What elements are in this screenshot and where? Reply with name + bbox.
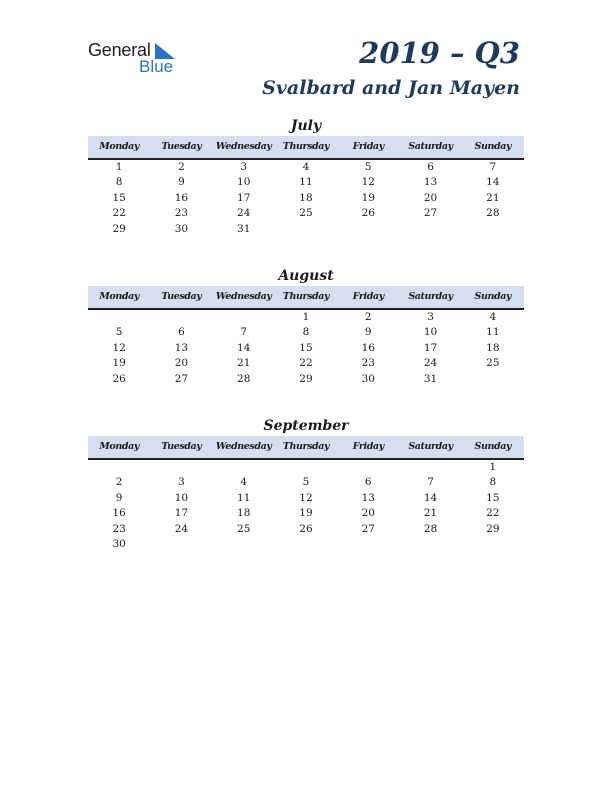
weekday-label: Thursday: [282, 441, 330, 452]
day-cell: 9: [115, 491, 123, 504]
day-cell: 28: [423, 522, 438, 535]
weekday-label: Tuesday: [161, 291, 202, 302]
week-row: [88, 310, 524, 325]
weekday-label: Wednesday: [215, 141, 272, 152]
day-cell: 9: [364, 326, 372, 339]
day-cell: 5: [364, 161, 372, 173]
weekday-label: Wednesday: [215, 291, 272, 302]
weekday-label: Friday: [352, 291, 384, 302]
day-cell: 9: [178, 176, 185, 189]
weekday-label: Saturday: [408, 291, 453, 302]
day-cell: 27: [361, 522, 375, 535]
week-row: [88, 491, 524, 506]
day-cell: [150, 310, 212, 325]
day-cell: 19: [112, 357, 126, 370]
day-cell: [337, 537, 399, 552]
day-cell: 12: [299, 491, 313, 504]
day-cell: 3: [178, 476, 185, 489]
weekday-label: Tuesday: [161, 441, 202, 452]
day-cell: [399, 537, 461, 552]
month-name: August: [278, 268, 334, 284]
day-cell: 23: [174, 207, 189, 220]
day-cell: 30: [112, 537, 126, 550]
weekday-header: [88, 436, 524, 460]
day-cell: 18: [486, 341, 500, 354]
day-cell: 6: [364, 476, 372, 489]
day-cell: [337, 460, 399, 475]
day-cell: 13: [361, 491, 375, 504]
week-row: [88, 191, 524, 206]
day-cell: 14: [237, 341, 251, 354]
day-cell: 2: [364, 311, 372, 323]
page-title: 2019 – Q3: [359, 36, 520, 70]
day-cell: 8: [489, 476, 497, 489]
day-cell: [275, 222, 337, 237]
day-cell: 11: [486, 326, 500, 339]
day-cell: 7: [427, 476, 434, 489]
weekday-label: Friday: [352, 141, 384, 152]
day-cell: 10: [237, 176, 251, 189]
page-subtitle: Svalbard and Jan Mayen: [262, 77, 520, 99]
day-cell: 24: [237, 207, 251, 220]
week-row: [88, 175, 524, 190]
day-cell: 15: [112, 191, 126, 204]
day-cell: 16: [361, 341, 375, 354]
day-cell: 25: [486, 357, 500, 370]
day-cell: 29: [112, 222, 126, 235]
day-cell: [462, 222, 524, 237]
weekday-label: Sunday: [474, 291, 512, 302]
month-july: [88, 116, 524, 237]
weekday-label: Sunday: [474, 441, 512, 452]
day-cell: 4: [302, 161, 310, 173]
day-cell: 12: [361, 176, 375, 189]
day-cell: 7: [489, 161, 497, 173]
day-cell: 21: [486, 191, 500, 204]
day-cell: 3: [240, 161, 248, 173]
day-cell: 2: [115, 476, 123, 489]
day-cell: 19: [361, 191, 375, 204]
day-cell: 16: [112, 507, 126, 520]
weekday-label: Monday: [99, 291, 139, 302]
weekday-label: Friday: [352, 441, 384, 452]
day-cell: [462, 372, 524, 387]
day-cell: [213, 460, 275, 475]
day-cell: 10: [423, 326, 438, 339]
day-cell: 24: [174, 522, 189, 535]
week-row: [88, 460, 524, 475]
day-cell: 22: [299, 357, 313, 370]
month-name: September: [263, 418, 349, 434]
day-cell: 13: [174, 341, 189, 354]
logo-text-blue: Blue: [139, 57, 174, 76]
day-cell: 22: [112, 207, 126, 220]
day-cell: 17: [174, 507, 189, 520]
day-cell: [399, 460, 461, 475]
day-cell: 7: [240, 326, 248, 339]
day-cell: [275, 460, 337, 475]
day-cell: 8: [115, 176, 123, 189]
day-cell: 11: [237, 491, 251, 504]
day-cell: [88, 310, 150, 325]
day-cell: 1: [302, 311, 310, 323]
day-cell: 20: [174, 357, 189, 370]
day-cell: 29: [299, 372, 313, 385]
day-cell: 21: [423, 507, 438, 520]
day-cell: 14: [423, 491, 438, 504]
weekday-label: Monday: [99, 141, 139, 152]
day-cell: 2: [178, 161, 185, 173]
day-cell: 15: [486, 491, 500, 504]
weeks: [88, 310, 524, 387]
day-cell: 11: [299, 176, 313, 189]
day-cell: 27: [174, 372, 189, 385]
day-cell: 13: [423, 176, 438, 189]
day-cell: 19: [299, 507, 313, 520]
day-cell: 23: [361, 357, 375, 370]
week-row: [88, 522, 524, 537]
day-cell: [213, 537, 275, 552]
week-row: [88, 506, 524, 521]
day-cell: [150, 460, 212, 475]
day-cell: 28: [486, 207, 500, 220]
week-row: [88, 356, 524, 371]
day-cell: 30: [174, 222, 189, 235]
week-row: [88, 475, 524, 490]
month-august: [88, 266, 524, 387]
day-cell: 5: [302, 476, 310, 489]
week-row: [88, 372, 524, 387]
day-cell: 31: [423, 372, 438, 385]
day-cell: [399, 222, 461, 237]
day-cell: 21: [237, 357, 251, 370]
day-cell: [462, 537, 524, 552]
day-cell: [275, 537, 337, 552]
day-cell: 12: [112, 341, 126, 354]
logo-text-general: General: [88, 40, 151, 60]
weekday-label: Saturday: [408, 141, 453, 152]
month-name: July: [290, 118, 322, 134]
weekday-label: Sunday: [474, 141, 512, 152]
day-cell: 16: [174, 191, 189, 204]
week-row: [88, 341, 524, 356]
day-cell: 26: [361, 207, 375, 220]
day-cell: 20: [423, 191, 438, 204]
week-row: [88, 222, 524, 237]
day-cell: 18: [237, 507, 251, 520]
day-cell: [150, 537, 212, 552]
month-september: [88, 416, 524, 552]
day-cell: 26: [112, 372, 126, 385]
weekday-label: Thursday: [282, 141, 330, 152]
day-cell: 5: [115, 326, 123, 339]
weekday-label: Thursday: [282, 291, 330, 302]
weekday-label: Saturday: [408, 441, 453, 452]
day-cell: 4: [240, 476, 248, 489]
weeks: [88, 160, 524, 237]
weekday-header: [88, 136, 524, 160]
day-cell: [213, 310, 275, 325]
day-cell: 17: [423, 341, 438, 354]
day-cell: 26: [299, 522, 313, 535]
weekday-label: Monday: [99, 441, 139, 452]
day-cell: 28: [237, 372, 251, 385]
week-row: [88, 325, 524, 340]
day-cell: [88, 460, 150, 475]
day-cell: 14: [486, 176, 500, 189]
day-cell: 1: [489, 461, 497, 473]
week-row: [88, 206, 524, 221]
logo: [88, 40, 188, 80]
day-cell: 6: [427, 161, 434, 173]
weekday-label: Wednesday: [215, 441, 272, 452]
day-cell: 31: [237, 222, 251, 235]
day-cell: 24: [423, 357, 438, 370]
day-cell: 10: [174, 491, 189, 504]
week-row: [88, 537, 524, 552]
day-cell: 27: [423, 207, 438, 220]
day-cell: 25: [237, 522, 251, 535]
day-cell: 3: [427, 311, 434, 323]
day-cell: 22: [486, 507, 500, 520]
day-cell: 20: [361, 507, 375, 520]
day-cell: 8: [302, 326, 310, 339]
day-cell: 30: [361, 372, 375, 385]
day-cell: 18: [299, 191, 313, 204]
day-cell: 25: [299, 207, 313, 220]
day-cell: 6: [178, 326, 185, 339]
weekday-label: Tuesday: [161, 141, 202, 152]
day-cell: 4: [489, 311, 497, 323]
day-cell: [337, 222, 399, 237]
day-cell: 1: [115, 161, 123, 173]
day-cell: 23: [112, 522, 126, 535]
week-row: [88, 160, 524, 175]
day-cell: 17: [237, 191, 251, 204]
weekday-header: [88, 286, 524, 310]
weeks: [88, 460, 524, 552]
day-cell: 15: [299, 341, 313, 354]
day-cell: 29: [486, 522, 500, 535]
